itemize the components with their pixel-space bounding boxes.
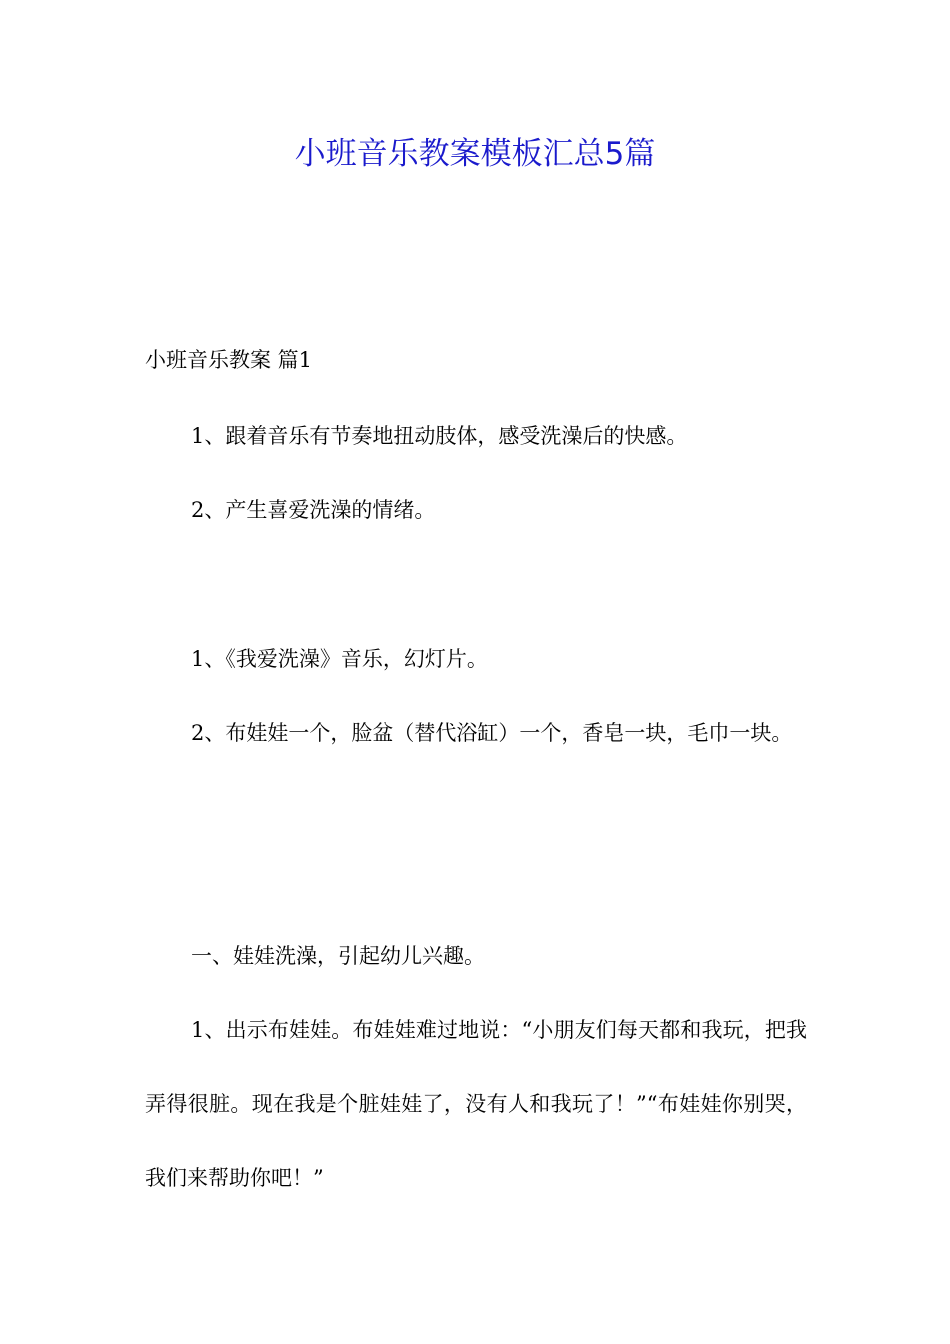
paragraph: 2、产生喜爱洗澡的情绪。	[191, 498, 436, 522]
paragraph: 一、娃娃洗澡，引起幼儿兴趣。	[191, 944, 485, 968]
document-title: 小班音乐教案模板汇总5篇	[294, 136, 656, 172]
section-heading: 小班音乐教案 篇1	[145, 348, 313, 372]
paragraph: 1、出示布娃娃。布娃娃难过地说：“小朋友们每天都和我玩，把我弄得很脏。现在我是个脏娃娃了，没有人和我玩了！”“布娃娃你别哭，我们来帮助你吧！”	[145, 1018, 807, 1190]
paragraph: 1、跟着音乐有节奏地扭动肢体，感受洗澡后的快感。	[191, 424, 688, 448]
paragraph: 1、《我爱洗澡》音乐，幻灯片。	[191, 647, 488, 671]
paragraph: 2、布娃娃一个，脸盆（替代浴缸）一个，香皂一块，毛巾一块。	[191, 721, 793, 745]
